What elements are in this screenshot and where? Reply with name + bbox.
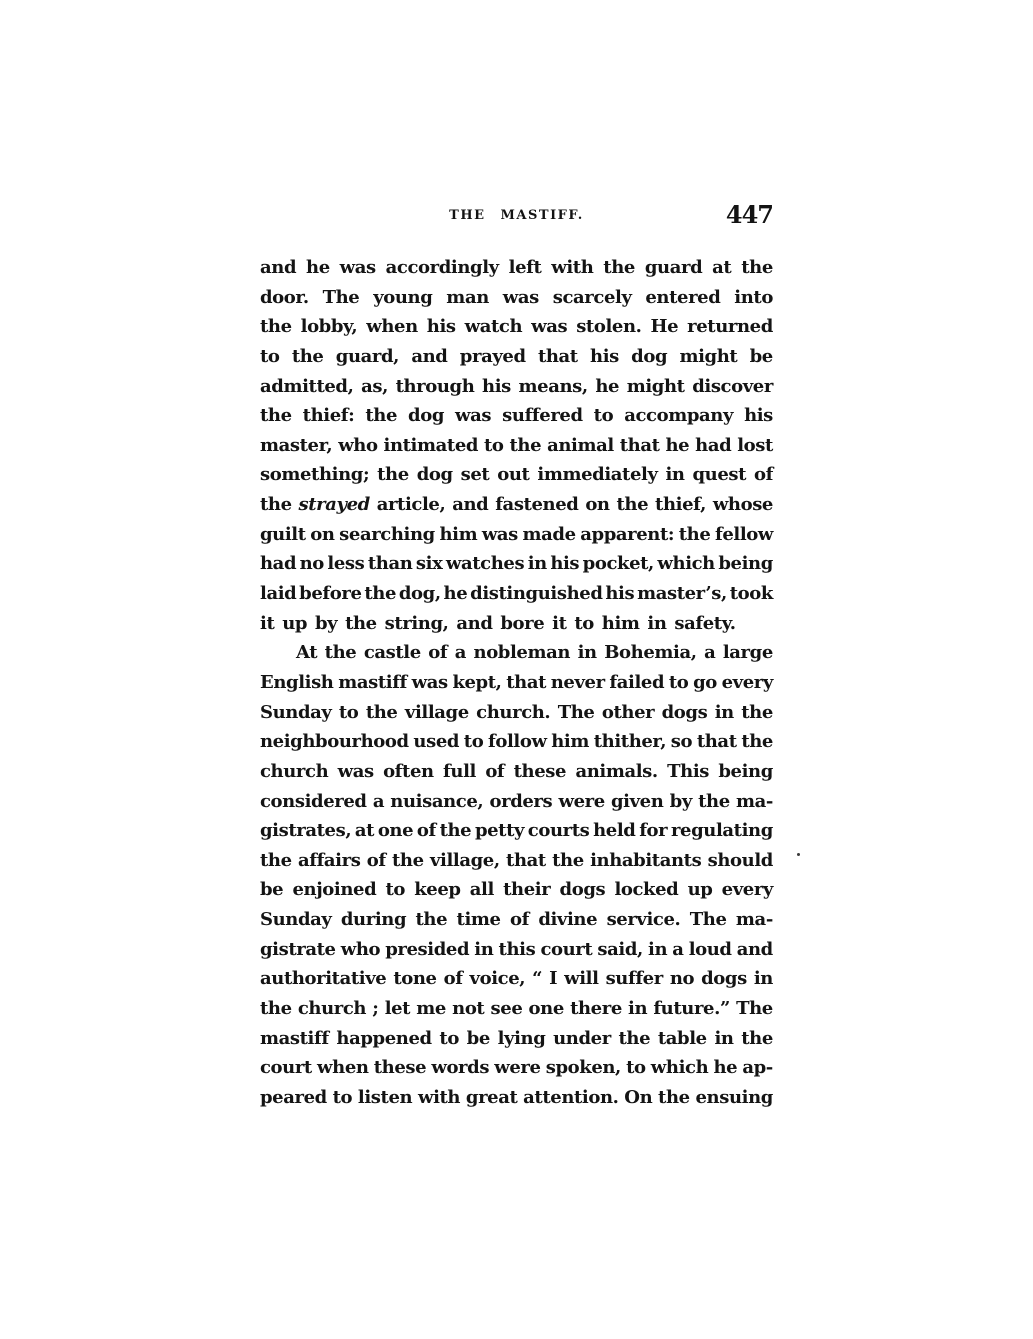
text-line: considered a nuisance, orders were given by the ma- — [260, 790, 773, 812]
text-line: the strayed article, and fastened on the thief, whose — [260, 494, 773, 516]
text-line: had no less than six watches in his pocket, which being — [260, 553, 773, 575]
text-line: guilt on searching him was made apparent: the fellow — [260, 523, 773, 545]
text-line: the thief: the dog was suffered to accompany his — [260, 405, 773, 427]
text-line: the lobby, when his watch was stolen. He returned — [260, 316, 773, 338]
text-line: master, who intimated to the animal that he had lost — [260, 434, 773, 456]
text-line: something; the dog set out immediately in quest of — [260, 464, 773, 486]
text-line: admitted, as, through his means, he might discover — [260, 375, 773, 397]
text-line: peared to listen with great attention. On the ensuing — [260, 1086, 773, 1108]
text-line: Sunday to the village church. The other dogs in the — [260, 701, 773, 723]
body-text — [260, 253, 773, 1113]
text-line: laid before the dog, he distinguished his master’s, took — [260, 583, 773, 605]
text-line: door. The young man was scarcely entered into — [260, 286, 773, 308]
scan-speck-artifact — [797, 853, 800, 856]
page-header — [260, 202, 773, 232]
text-line: the affairs of the village, that the inhabitants should — [260, 849, 773, 871]
page-number: 447 — [725, 200, 773, 229]
text-line: English mastiff was kept, that never failed to go every — [260, 671, 773, 693]
running-title: THE MASTIFF. — [449, 208, 584, 223]
text-line: it up by the string, and bore it to him in safety. — [260, 612, 736, 634]
text-line: court when these words were spoken, to which he ap- — [260, 1057, 773, 1079]
text-line: Sunday during the time of divine service. The ma- — [260, 909, 773, 931]
text-line: gistrates, at one of the petty courts held for regulating — [260, 820, 773, 842]
text-line: to the guard, and prayed that his dog might be — [260, 345, 773, 367]
text-line: mastiff happened to be lying under the table in the — [260, 1027, 773, 1049]
text-line: church was often full of these animals. This being — [260, 760, 773, 782]
text-line: gistrate who presided in this court said, in a loud and — [260, 938, 773, 960]
text-line: and he was accordingly left with the guard at the — [260, 257, 773, 278]
text-line: be enjoined to keep all their dogs locked up every — [260, 879, 773, 901]
text-line: authoritative tone of voice, “ I will suffer no dogs in — [260, 968, 773, 990]
text-line: the church ; let me not see one there in future.” The — [260, 998, 773, 1020]
text-line: neighbourhood used to follow him thither, so that the — [260, 731, 773, 753]
text-line: At the castle of a nobleman in Bohemia, a large — [296, 642, 773, 664]
